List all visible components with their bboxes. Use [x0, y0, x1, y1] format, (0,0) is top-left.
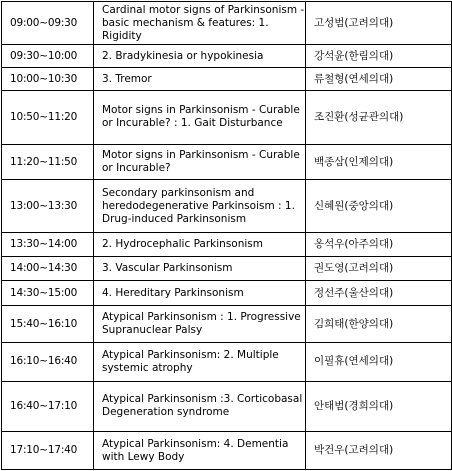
table-row [2, 2, 452, 45]
table-row [2, 432, 452, 470]
session-speaker: 조진환(성균관의대) [306, 91, 452, 145]
session-speaker: 김희태(한양의대) [306, 306, 452, 343]
session-speaker: 안태범(경희의대) [306, 381, 452, 431]
session-topic: Atypical Parkinsonism :3. Corticobasal Degeneration syndrome [94, 381, 306, 431]
schedule-table [1, 1, 452, 470]
session-time: 17:10~17:40 [2, 432, 94, 470]
session-topic: Secondary parkinsonism and heredodegenerative Parkinsoism : 1. Drug-induced Parkinsonism [94, 180, 306, 232]
table-row [2, 281, 452, 306]
session-speaker: 류철형(연세의대) [306, 68, 452, 91]
session-topic: 2. Bradykinesia or hypokinesia [94, 45, 306, 68]
session-speaker: 옹석우(아주의대) [306, 232, 452, 256]
table-row [2, 232, 452, 256]
table-row [2, 381, 452, 431]
session-time: 15:40~16:10 [2, 306, 94, 343]
table-row [2, 91, 452, 145]
session-speaker: 정선주(울산의대) [306, 281, 452, 306]
session-time: 09:00~09:30 [2, 2, 94, 45]
session-speaker: 백종삼(인제의대) [306, 144, 452, 180]
session-topic: 4. Hereditary Parkinsonism [94, 281, 306, 306]
table-row [2, 68, 452, 91]
session-speaker: 박건우(고려의대) [306, 432, 452, 470]
session-topic: 3. Tremor [94, 68, 306, 91]
table-row [2, 306, 452, 343]
session-time: 13:30~14:00 [2, 232, 94, 256]
session-topic: 2. Hydrocephalic Parkinsonism [94, 232, 306, 256]
session-speaker: 고성범(고려의대) [306, 2, 452, 45]
session-topic: 3. Vascular Parkinsonism [94, 256, 306, 280]
session-topic: Atypical Parkinsonism: 2. Multiple systemic atrophy [94, 342, 306, 381]
table-row [2, 144, 452, 180]
session-topic: Atypical Parkinsonism: 4. Dementia with Lewy Body [94, 432, 306, 470]
session-time: 14:30~15:00 [2, 281, 94, 306]
session-time: 09:30~10:00 [2, 45, 94, 68]
session-speaker: 신혜원(중앙의대) [306, 180, 452, 232]
session-speaker: 강석윤(한림의대) [306, 45, 452, 68]
session-time: 10:50~11:20 [2, 91, 94, 145]
table-row [2, 45, 452, 68]
table-row [2, 180, 452, 232]
session-topic: Motor signs in Parkinsonism - Curable or Incurable? : 1. Gait Disturbance [94, 91, 306, 145]
table-row [2, 256, 452, 280]
session-speaker: 권도영(고려의대) [306, 256, 452, 280]
session-time: 16:10~16:40 [2, 342, 94, 381]
table-row [2, 342, 452, 381]
session-time: 11:20~11:50 [2, 144, 94, 180]
session-speaker: 이필휴(연세의대) [306, 342, 452, 381]
session-time: 13:00~13:30 [2, 180, 94, 232]
session-time: 16:40~17:10 [2, 381, 94, 431]
session-topic: Atypical Parkinsonism : 1. Progressive Supranuclear Palsy [94, 306, 306, 343]
session-topic: Motor signs in Parkinsonism - Curable or Incurable? [94, 144, 306, 180]
session-time: 10:00~10:30 [2, 68, 94, 91]
session-time: 14:00~14:30 [2, 256, 94, 280]
session-topic: Cardinal motor signs of Parkinsonism - basic mechanism & features: 1. Rigidity [94, 2, 306, 45]
